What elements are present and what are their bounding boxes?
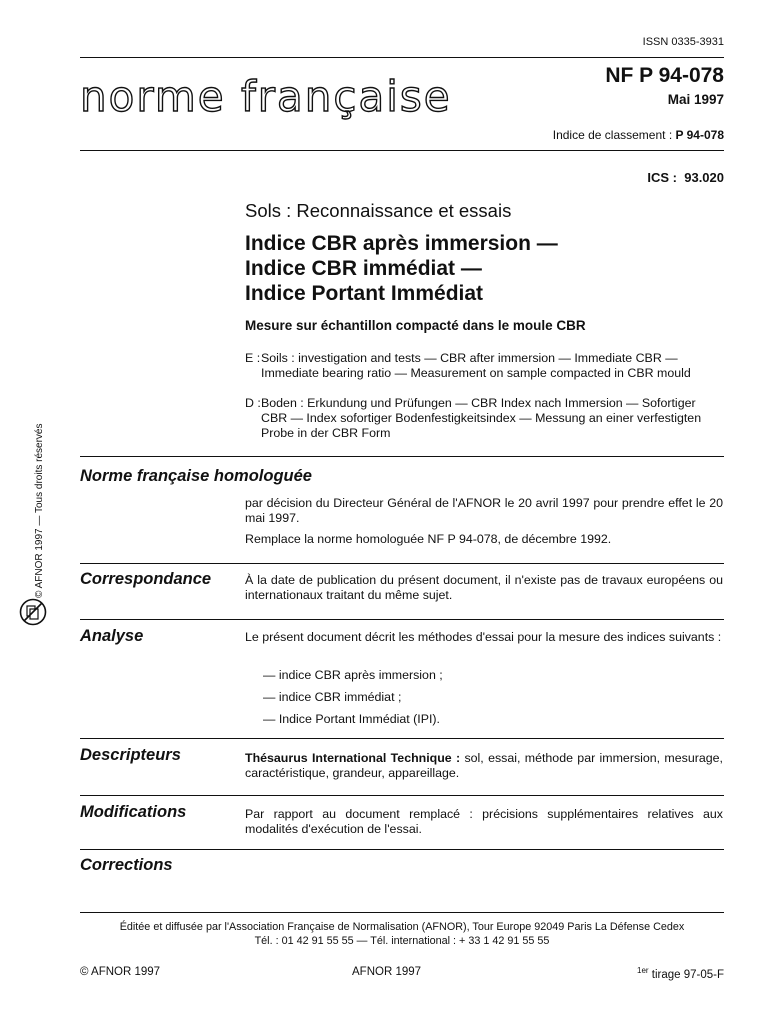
section-rule: [80, 563, 724, 564]
descripteurs-lead: Thésaurus International Technique :: [245, 751, 461, 765]
footer-printing-ordinal: 1er: [637, 966, 649, 975]
english-translation: [245, 351, 723, 381]
lang-key-en: E :: [245, 351, 261, 365]
lang-text-de: Boden : Erkundung und Prüfungen — CBR Index nach Immersion — Sofortiger CBR — Index sofortiger Bodenfestigkeitsindex — Messung an einer verfestigten Probe in der CBR Form: [261, 396, 702, 441]
footer-copyright: © AFNOR 1997: [80, 966, 161, 978]
section-title-modifications: Modifications: [80, 803, 187, 821]
footer-printing-label: tirage 97-05-F: [651, 968, 724, 981]
section-title-homologuee: Norme française homologuée: [80, 467, 312, 485]
footer-rule: [80, 912, 724, 913]
title-line-3: Indice Portant Immédiat: [245, 282, 484, 305]
section-rule: [80, 849, 724, 850]
brand-title: norme française: [80, 72, 452, 121]
footer-publisher: AFNOR 1997: [352, 966, 422, 978]
title-line-1: Indice CBR après immersion —: [245, 232, 558, 255]
ics-value: 93.020: [684, 170, 724, 185]
analyse-item: — indice CBR après immersion ;: [263, 668, 443, 682]
analyse-item: — Indice Portant Immédiat (IPI).: [263, 712, 440, 726]
lang-key-de: D :: [245, 396, 261, 410]
footer-editor: Éditée et diffusée par l'Association Française de Normalisation (AFNOR), Tour Europe 92049 Paris La Défense Cedex: [119, 921, 685, 933]
section-title-corrections: Corrections: [80, 856, 173, 874]
correspondance-text: À la date de publication du présent document, il n'existe pas de travaux européens ou internationaux traitant du même sujet.: [245, 573, 723, 603]
section-rule: [80, 619, 724, 620]
section-title-descripteurs: Descripteurs: [80, 746, 181, 764]
modifications-text: Par rapport au document remplacé : précisions supplémentaires relatives aux modalités d'exécution de l'essai.: [245, 807, 723, 837]
analyse-item: — indice CBR immédiat ;: [263, 690, 402, 704]
footer-phone: Tél. : 01 42 91 55 55 — Tél. international : + 33 1 42 91 55 55: [254, 935, 550, 947]
side-copyright: © AFNOR 1997 — Tous droits réservés: [34, 423, 45, 598]
lang-text-en: Soils : investigation and tests — CBR after immersion — Immediate CBR — Immediate bearing ratio — Measurement on sample compacted in CBR mould: [261, 351, 691, 381]
issn: ISSN 0335-3931: [642, 36, 724, 48]
section-title-analyse: Analyse: [80, 627, 144, 645]
classification: [460, 128, 724, 142]
german-translation: [245, 396, 723, 442]
homologuee-decision: par décision du Directeur Général de l'AFNOR le 20 avril 1997 pour prendre effet le 20 mai 1997.: [245, 496, 723, 526]
section-rule: [80, 456, 724, 457]
section-rule: [80, 795, 724, 796]
descripteurs-keywords: sol, essai, méthode par immersion, mesurage, caractéristique, grandeur, appareillage.: [245, 751, 723, 781]
section-title-correspondance: Correspondance: [80, 570, 212, 588]
analyse-intro: Le présent document décrit les méthodes d'essai pour la mesure des indices suivants :: [245, 630, 722, 644]
publication-date: Mai 1997: [667, 92, 724, 107]
homologuee-replaces: Remplace la norme homologuée NF P 94-078, de décembre 1992.: [245, 532, 612, 546]
domain-title: Sols : Reconnaissance et essais: [245, 200, 512, 221]
copy-prohibited-icon: [19, 598, 47, 626]
classification-label: Indice de classement :: [552, 128, 673, 142]
ics: [560, 170, 724, 185]
ics-label: ICS :: [647, 170, 677, 185]
header-top-rule: [80, 57, 724, 58]
title-line-2: Indice CBR immédiat —: [245, 257, 482, 280]
descripteurs-text: [245, 751, 723, 781]
section-rule: [80, 738, 724, 739]
standard-number: NF P 94-078: [605, 64, 724, 87]
footer-printing: [560, 966, 724, 981]
subtitle: Mesure sur échantillon compacté dans le moule CBR: [245, 318, 586, 333]
header-bottom-rule: [80, 150, 724, 151]
classification-value: P 94-078: [675, 128, 724, 142]
